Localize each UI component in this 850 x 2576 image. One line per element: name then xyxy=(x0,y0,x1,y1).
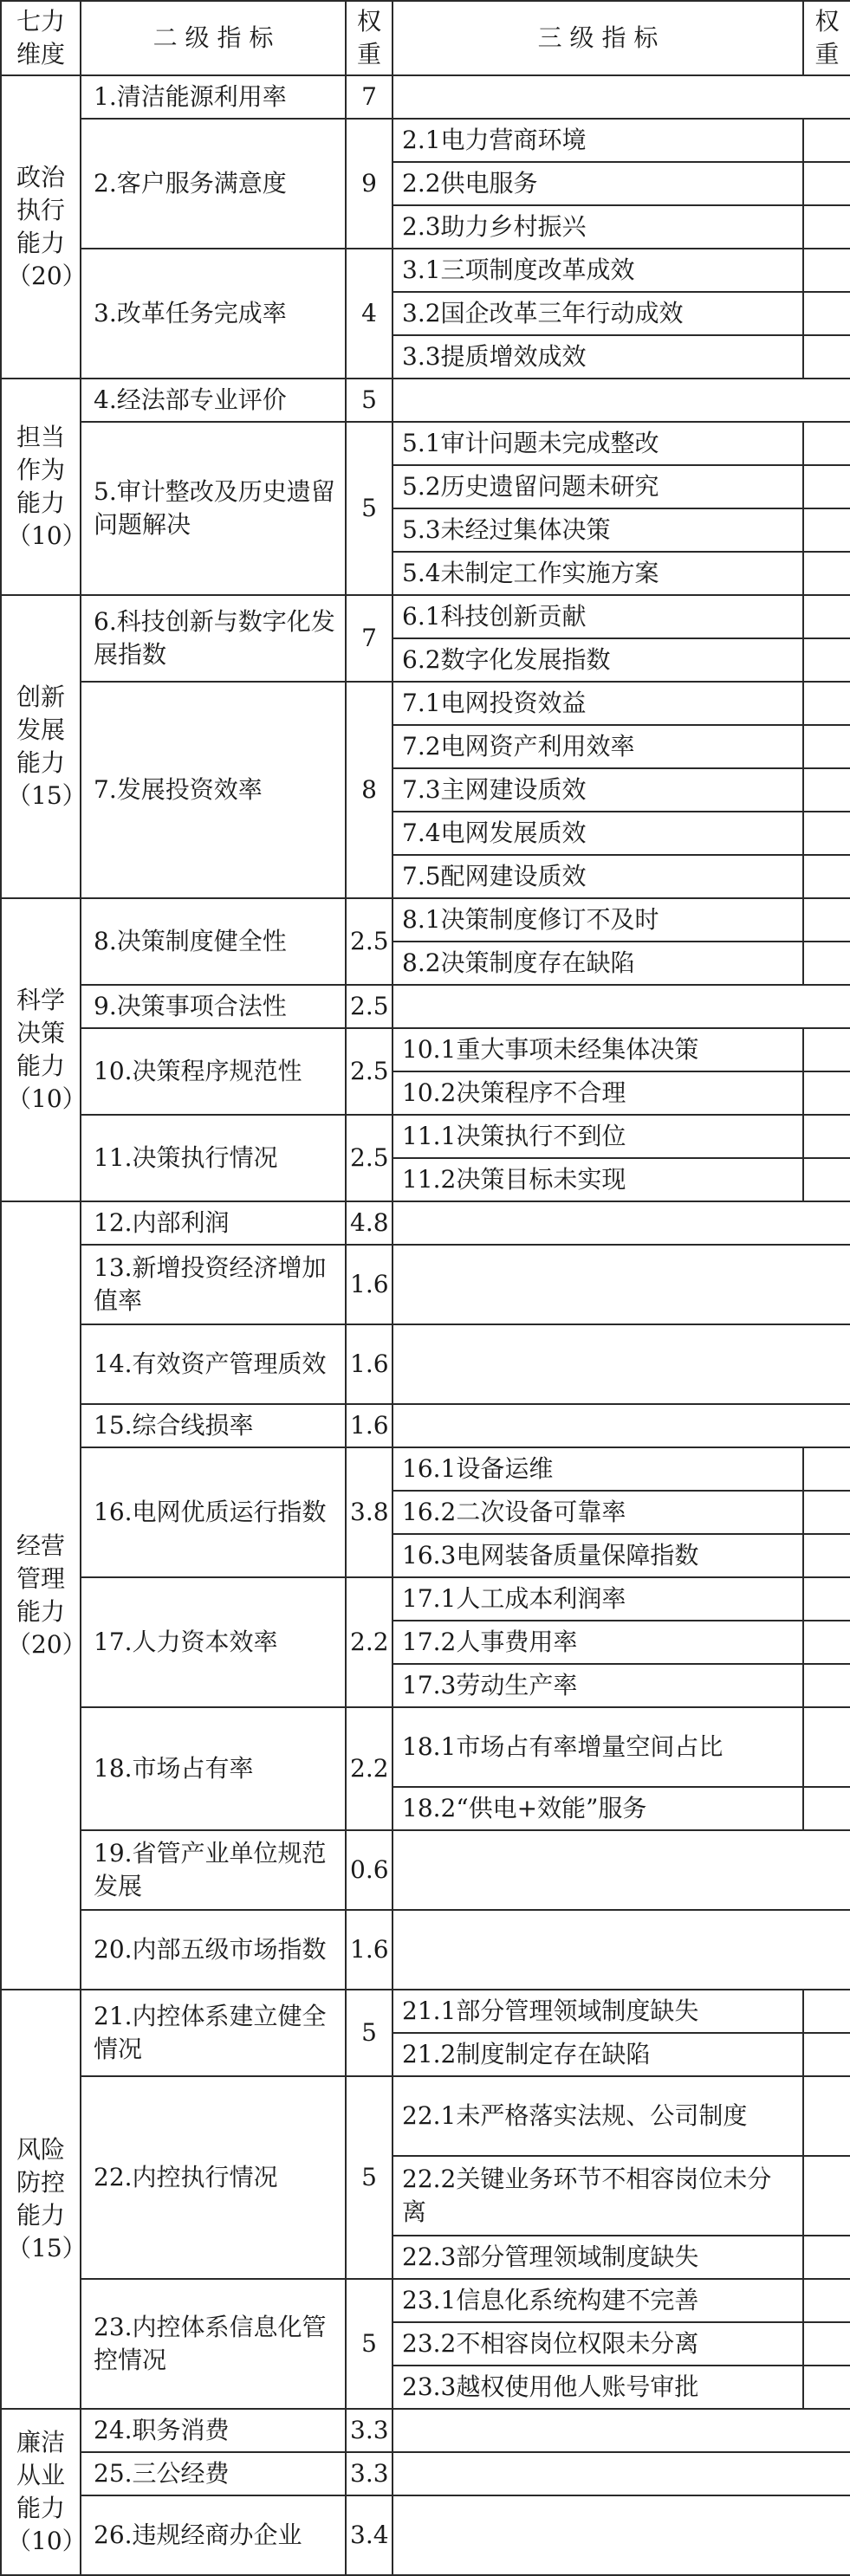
level3-indicator: 3.3提质增效成效 xyxy=(393,335,803,379)
level3-weight-cell xyxy=(803,508,850,552)
level3-weight-cell xyxy=(803,595,850,638)
table-row xyxy=(1,1201,850,1245)
level2-indicator: 6.科技创新与数字化发展指数 xyxy=(81,595,346,682)
dimension-cell: 廉洁从业能力（10） xyxy=(1,2409,81,2575)
level3-weight-cell xyxy=(803,119,850,162)
level3-empty-cell xyxy=(393,379,850,422)
level3-indicator: 16.3电网装备质量保障指数 xyxy=(393,1534,803,1577)
level3-indicator: 10.1重大事项未经集体决策 xyxy=(393,1028,803,1071)
weight-cell: 2.5 xyxy=(346,1028,393,1115)
table-row xyxy=(1,682,850,725)
table-row xyxy=(1,1447,850,1491)
weight-cell: 3.3 xyxy=(346,2409,393,2452)
table-row xyxy=(1,1910,850,1990)
dimension-cell: 创新发展能力（15） xyxy=(1,595,81,898)
level3-weight-cell xyxy=(803,638,850,682)
level3-weight-cell xyxy=(803,335,850,379)
dimension-cell: 科学决策能力（10） xyxy=(1,898,81,1201)
level3-weight-cell xyxy=(803,1028,850,1071)
level3-weight-cell xyxy=(803,1071,850,1115)
header-level3: 三 级 指 标 xyxy=(393,1,803,75)
weight-cell: 2.5 xyxy=(346,985,393,1028)
level3-indicator: 23.1信息化系统构建不完善 xyxy=(393,2279,803,2322)
table-row xyxy=(1,422,850,465)
level2-indicator: 7.发展投资效率 xyxy=(81,682,346,898)
level3-weight-cell xyxy=(803,682,850,725)
level3-indicator: 17.3劳动生产率 xyxy=(393,1664,803,1707)
level3-weight-cell xyxy=(803,2033,850,2076)
level3-indicator: 17.1人工成本利润率 xyxy=(393,1577,803,1621)
weight-cell: 2.2 xyxy=(346,1707,393,1830)
level3-empty-cell xyxy=(393,1910,850,1990)
weight-cell: 8 xyxy=(346,682,393,898)
level2-indicator: 16.电网优质运行指数 xyxy=(81,1447,346,1577)
dimension-cell: 经营管理能力（20） xyxy=(1,1201,81,1990)
level2-indicator: 21.内控体系建立健全情况 xyxy=(81,1990,346,2076)
level3-weight-cell xyxy=(803,162,850,205)
dimension-cell: 风险防控能力（15） xyxy=(1,1990,81,2409)
weight-cell: 7 xyxy=(346,595,393,682)
level3-empty-cell xyxy=(393,1324,850,1404)
level2-indicator: 10.决策程序规范性 xyxy=(81,1028,346,1115)
level3-indicator: 5.2历史遗留问题未研究 xyxy=(393,465,803,508)
level3-weight-cell xyxy=(803,2156,850,2236)
weight-cell: 5 xyxy=(346,2076,393,2279)
level3-empty-cell xyxy=(393,2495,850,2575)
level3-indicator: 16.2二次设备可靠率 xyxy=(393,1491,803,1534)
level3-weight-cell xyxy=(803,942,850,985)
level2-indicator: 23.内控体系信息化管控情况 xyxy=(81,2279,346,2409)
table-row xyxy=(1,1830,850,1910)
level3-weight-cell xyxy=(803,768,850,812)
level3-indicator: 17.2人事费用率 xyxy=(393,1621,803,1664)
level3-weight-cell xyxy=(803,1707,850,1787)
level3-empty-cell xyxy=(393,1830,850,1910)
level3-weight-cell xyxy=(803,855,850,898)
level2-indicator: 12.内部利润 xyxy=(81,1201,346,1245)
weight-cell: 2.5 xyxy=(346,1115,393,1201)
level3-indicator: 21.2制度制定存在缺陷 xyxy=(393,2033,803,2076)
header-weight: 权重 xyxy=(346,1,393,75)
level3-weight-cell xyxy=(803,2076,850,2156)
level3-indicator: 21.1部分管理领域制度缺失 xyxy=(393,1990,803,2033)
level3-indicator: 3.1三项制度改革成效 xyxy=(393,249,803,292)
weight-cell: 1.6 xyxy=(346,1245,393,1324)
table-row xyxy=(1,1245,850,1324)
level3-weight-cell xyxy=(803,1990,850,2033)
level3-weight-cell xyxy=(803,292,850,335)
header-dimension: 七力维度 xyxy=(1,1,81,75)
level2-indicator: 14.有效资产管理质效 xyxy=(81,1324,346,1404)
level2-indicator: 22.内控执行情况 xyxy=(81,2076,346,2279)
level3-indicator: 8.2决策制度存在缺陷 xyxy=(393,942,803,985)
header-row xyxy=(1,1,850,75)
level3-indicator: 7.1电网投资效益 xyxy=(393,682,803,725)
level3-indicator: 3.2国企改革三年行动成效 xyxy=(393,292,803,335)
level2-indicator: 24.职务消费 xyxy=(81,2409,346,2452)
table-row xyxy=(1,2279,850,2322)
level2-indicator: 15.综合线损率 xyxy=(81,1404,346,1447)
level3-weight-cell xyxy=(803,1787,850,1830)
table-row xyxy=(1,1404,850,1447)
level3-indicator: 16.1设备运维 xyxy=(393,1447,803,1491)
weight-cell: 2.5 xyxy=(346,898,393,985)
level3-indicator: 22.3部分管理领域制度缺失 xyxy=(393,2236,803,2279)
level3-indicator: 2.3助力乡村振兴 xyxy=(393,205,803,249)
table-row xyxy=(1,985,850,1028)
level2-indicator: 20.内部五级市场指数 xyxy=(81,1910,346,1990)
level3-weight-cell xyxy=(803,1447,850,1491)
weight-cell: 3.4 xyxy=(346,2495,393,2575)
level2-indicator: 25.三公经费 xyxy=(81,2452,346,2495)
table-row xyxy=(1,379,850,422)
table-row xyxy=(1,1324,850,1404)
level2-indicator: 11.决策执行情况 xyxy=(81,1115,346,1201)
level2-indicator: 2.客户服务满意度 xyxy=(81,119,346,249)
level3-indicator: 6.1科技创新贡献 xyxy=(393,595,803,638)
level3-indicator: 5.3未经过集体决策 xyxy=(393,508,803,552)
weight-cell: 3.8 xyxy=(346,1447,393,1577)
weight-cell: 2.2 xyxy=(346,1577,393,1707)
level3-weight-cell xyxy=(803,898,850,942)
table-row xyxy=(1,2409,850,2452)
level3-empty-cell xyxy=(393,1201,850,1245)
dimension-cell: 政治执行能力（20） xyxy=(1,75,81,379)
weight-cell: 5 xyxy=(346,1990,393,2076)
level2-indicator: 8.决策制度健全性 xyxy=(81,898,346,985)
level3-indicator: 18.2“供电+效能”服务 xyxy=(393,1787,803,1830)
table-row xyxy=(1,119,850,162)
level2-indicator: 9.决策事项合法性 xyxy=(81,985,346,1028)
table-row xyxy=(1,595,850,638)
weight-cell: 4.8 xyxy=(346,1201,393,1245)
table-row xyxy=(1,898,850,942)
level2-indicator: 19.省管产业单位规范发展 xyxy=(81,1830,346,1910)
weight-cell: 1.6 xyxy=(346,1404,393,1447)
level3-weight-cell xyxy=(803,2236,850,2279)
level3-empty-cell xyxy=(393,1404,850,1447)
level3-indicator: 5.1审计问题未完成整改 xyxy=(393,422,803,465)
level3-weight-cell xyxy=(803,249,850,292)
level2-indicator: 1.清洁能源利用率 xyxy=(81,75,346,119)
level3-empty-cell xyxy=(393,2452,850,2495)
level3-weight-cell xyxy=(803,205,850,249)
level2-indicator: 13.新增投资经济增加值率 xyxy=(81,1245,346,1324)
level3-indicator: 11.2决策目标未实现 xyxy=(393,1158,803,1201)
table-row xyxy=(1,249,850,292)
level3-indicator: 7.2电网资产利用效率 xyxy=(393,725,803,768)
level2-indicator: 18.市场占有率 xyxy=(81,1707,346,1830)
table-row xyxy=(1,1707,850,1787)
level3-weight-cell xyxy=(803,1491,850,1534)
level3-weight-cell xyxy=(803,1577,850,1621)
level3-indicator: 7.3主网建设质效 xyxy=(393,768,803,812)
level3-indicator: 22.1未严格落实法规、公司制度 xyxy=(393,2076,803,2156)
table-row xyxy=(1,2452,850,2495)
level2-indicator: 26.违规经商办企业 xyxy=(81,2495,346,2575)
level3-indicator: 5.4未制定工作实施方案 xyxy=(393,552,803,595)
level3-weight-cell xyxy=(803,725,850,768)
level3-empty-cell xyxy=(393,75,850,119)
weight-cell: 5 xyxy=(346,379,393,422)
weight-cell: 4 xyxy=(346,249,393,379)
level3-weight-cell xyxy=(803,1534,850,1577)
level3-weight-cell xyxy=(803,552,850,595)
table-row xyxy=(1,1577,850,1621)
table-row xyxy=(1,1115,850,1158)
weight-cell: 9 xyxy=(346,119,393,249)
level3-indicator: 10.2决策程序不合理 xyxy=(393,1071,803,1115)
table-row xyxy=(1,75,850,119)
level3-weight-cell xyxy=(803,422,850,465)
level3-empty-cell xyxy=(393,1245,850,1324)
weight-cell: 5 xyxy=(346,2279,393,2409)
weight-cell: 1.6 xyxy=(346,1910,393,1990)
table-row xyxy=(1,2076,850,2156)
weight-cell: 3.3 xyxy=(346,2452,393,2495)
weight-cell: 1.6 xyxy=(346,1324,393,1404)
weight-cell: 7 xyxy=(346,75,393,119)
level2-indicator: 4.经法部专业评价 xyxy=(81,379,346,422)
level3-indicator: 23.2不相容岗位权限未分离 xyxy=(393,2322,803,2366)
level3-weight-cell xyxy=(803,1621,850,1664)
weight-cell: 0.6 xyxy=(346,1830,393,1910)
level3-weight-cell xyxy=(803,465,850,508)
level2-indicator: 3.改革任务完成率 xyxy=(81,249,346,379)
level3-indicator: 11.1决策执行不到位 xyxy=(393,1115,803,1158)
level2-indicator: 5.审计整改及历史遗留问题解决 xyxy=(81,422,346,595)
level3-indicator: 23.3越权使用他人账号审批 xyxy=(393,2366,803,2409)
level3-indicator: 2.1电力营商环境 xyxy=(393,119,803,162)
level3-indicator: 22.2关键业务环节不相容岗位未分离 xyxy=(393,2156,803,2236)
weight-cell: 5 xyxy=(346,422,393,595)
level3-empty-cell xyxy=(393,985,850,1028)
level3-weight-cell xyxy=(803,2366,850,2409)
header-weight3: 权重 xyxy=(803,1,850,75)
level3-indicator: 7.5配网建设质效 xyxy=(393,855,803,898)
level3-empty-cell xyxy=(393,2409,850,2452)
level3-indicator: 7.4电网发展质效 xyxy=(393,812,803,855)
level3-weight-cell xyxy=(803,1115,850,1158)
level3-indicator: 18.1市场占有率增量空间占比 xyxy=(393,1707,803,1787)
level3-weight-cell xyxy=(803,2322,850,2366)
level3-indicator: 8.1决策制度修订不及时 xyxy=(393,898,803,942)
header-level2: 二 级 指 标 xyxy=(81,1,346,75)
level3-indicator: 6.2数字化发展指数 xyxy=(393,638,803,682)
level3-indicator: 2.2供电服务 xyxy=(393,162,803,205)
level2-indicator: 17.人力资本效率 xyxy=(81,1577,346,1707)
table-row xyxy=(1,1990,850,2033)
dimension-cell: 担当作为能力（10） xyxy=(1,379,81,595)
level3-weight-cell xyxy=(803,2279,850,2322)
level3-weight-cell xyxy=(803,812,850,855)
table-row xyxy=(1,2495,850,2575)
level3-weight-cell xyxy=(803,1664,850,1707)
table-row xyxy=(1,1028,850,1071)
level3-weight-cell xyxy=(803,1158,850,1201)
